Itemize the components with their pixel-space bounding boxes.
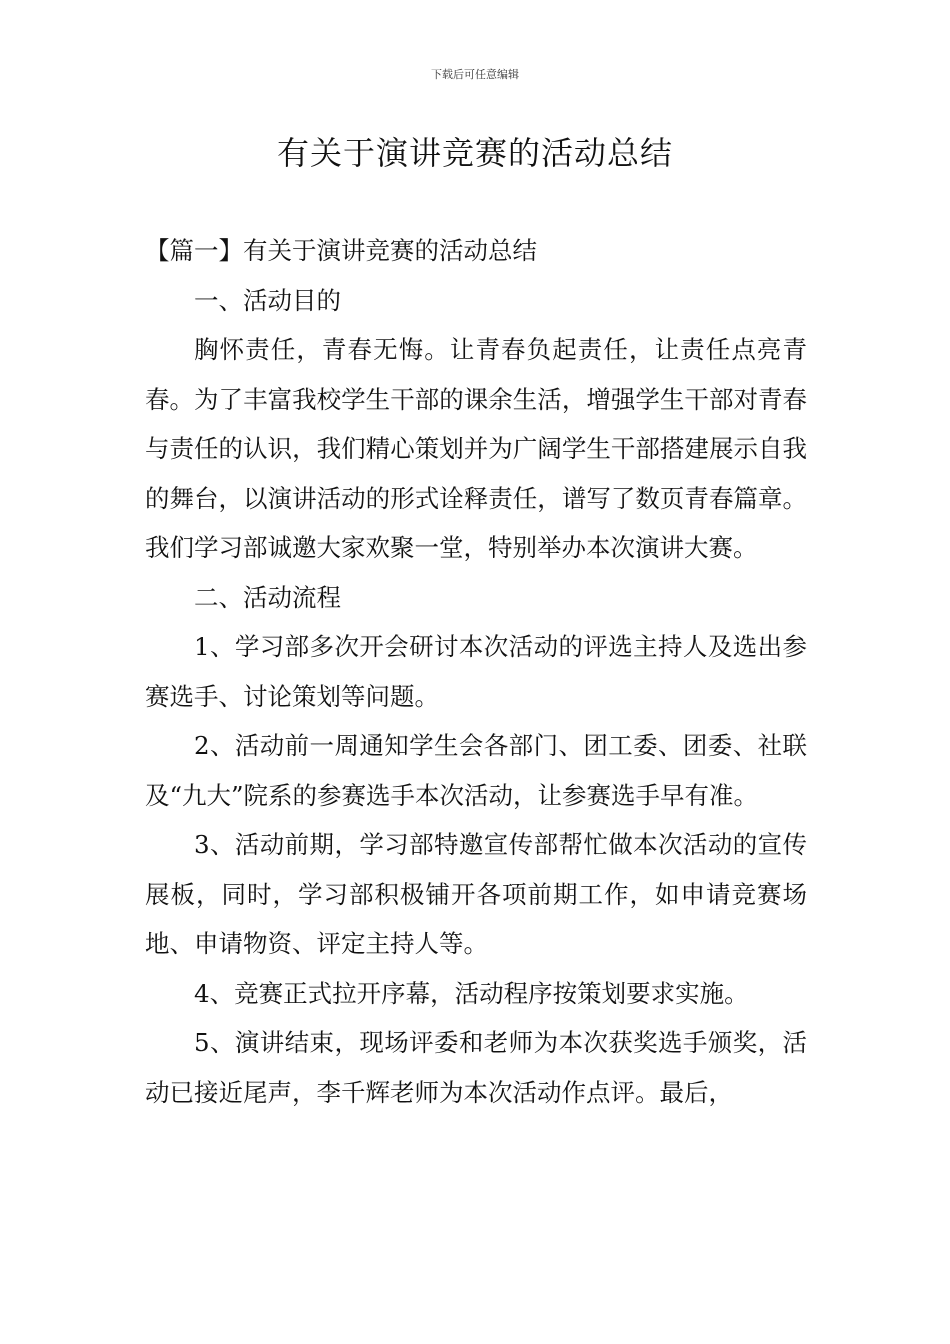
step-paragraph-5: 5、演讲结束，现场评委和老师为本次获奖选手颁奖，活动已接近尾声，李千辉老师为本次活动作点评。最后， [145, 1028, 807, 1107]
part1-paragraph: 胸怀责任，青春无悔。让青春负起责任，让责任点亮青春。为了丰富我校学生干部的课余生活，增强学生干部对青春与责任的认识，我们精心策划并为广阔学生干部搭建展示自我的舞台，以演讲活动的形式诠释责任，谱写了数页青春篇章。我们学习部诚邀大家欢聚一堂，特别举办本次演讲大赛。 [145, 335, 807, 562]
step-paragraph-4: 4、竞赛正式拉开序幕，活动程序按策划要求实施。 [194, 978, 749, 1008]
header-note: 下载后可任意编辑 [431, 68, 519, 81]
document-body [145, 226, 807, 1117]
step-paragraph-2: 2、活动前一周通知学生会各部门、团工委、团委、社联及“九大”院系的参赛选手本次活动，让参赛选手早有准。 [145, 731, 807, 810]
part1-heading: 一、活动目的 [194, 285, 341, 315]
section-heading: 【篇一】有关于演讲竞赛的活动总结 [145, 236, 537, 265]
part2-heading: 二、活动流程 [194, 582, 341, 612]
document-title: 有关于演讲竞赛的活动总结 [276, 134, 673, 172]
step-paragraph-3: 3、活动前期，学习部特邀宣传部帮忙做本次活动的宣传展板，同时，学习部积极铺开各项前期工作，如申请竞赛场地、申请物资、评定主持人等。 [145, 830, 807, 958]
step-paragraph-1: 1、学习部多次开会研讨本次活动的评选主持人及选出参赛选手、讨论策划等问题。 [145, 632, 807, 711]
